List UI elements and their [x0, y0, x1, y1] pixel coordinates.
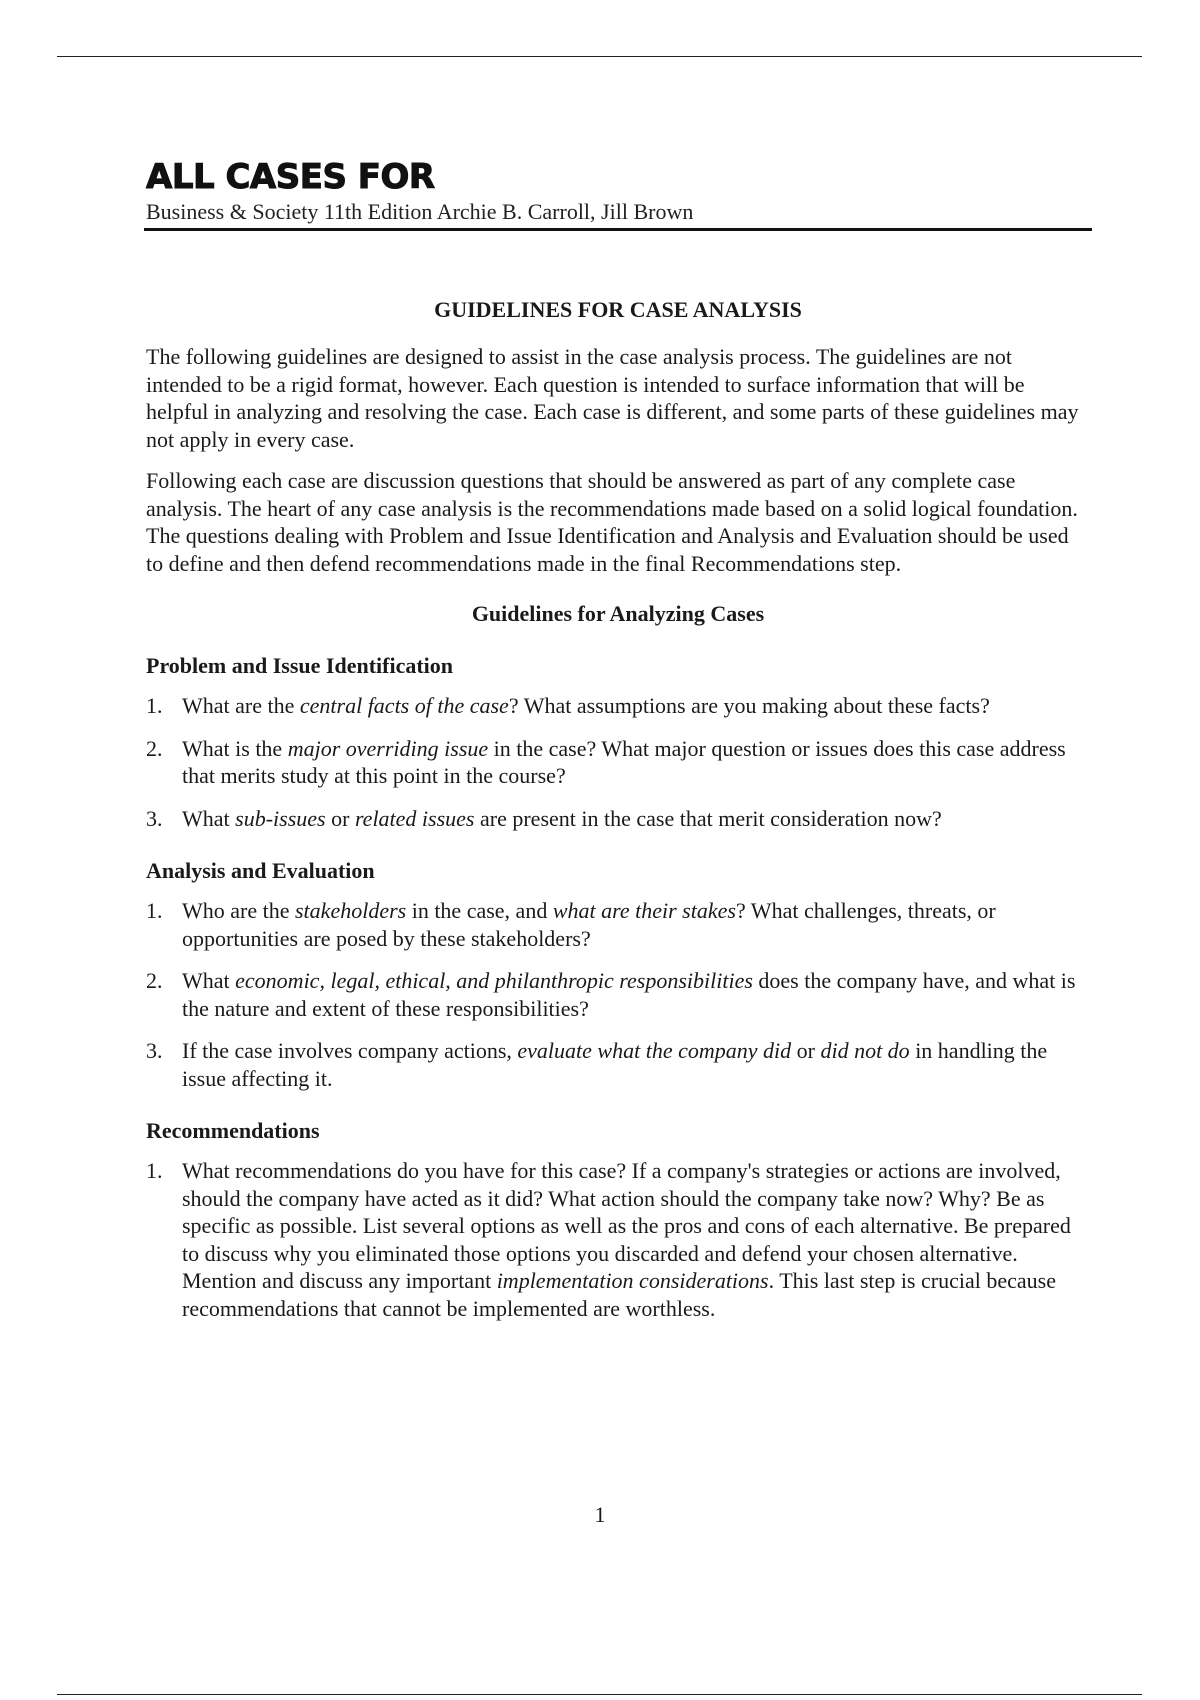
list-item: 3. If the case involves company actions, evaluate what the company did or did not do in handling the issue affecting it.	[146, 1038, 1048, 1091]
list-item: 2. What economic, legal, ethical, and philanthropic responsibilities does the company have, and what is the nature and extent of these responsibilities?	[146, 968, 1076, 1021]
list-number: 1.	[146, 1158, 163, 1184]
document-subtitle: Business & Society 11th Edition Archie B. Carroll, Jill Brown	[146, 199, 694, 224]
recommendations-question-list	[146, 1157, 1090, 1322]
document-page	[146, 150, 1090, 1322]
list-number: 1.	[146, 693, 163, 719]
page-number: 1	[594, 1502, 606, 1527]
list-item: 1. What recommendations do you have for this case? If a company's strategies or actions are involved, should the company have acted as it did? What action should the company take now? Why? Be as specific as possible. List several options as well as the pros and cons of each alternative. Be prepared to discuss why you eliminated those options you discarded and defend your chosen alternative. Mention and discuss any important implementation considerations. This last step is crucial because recommendations that cannot be implemented are worthless.	[146, 1158, 1071, 1321]
section-title: GUIDELINES FOR CASE ANALYSIS	[434, 297, 802, 323]
analysis-heading: Analysis and Evaluation	[146, 858, 375, 884]
subsection-title: Guidelines for Analyzing Cases	[471, 601, 765, 627]
list-item: 2. What is the major overriding issue in the case? What major question or issues does this case address that merits study at this point in the course?	[146, 735, 1066, 789]
problem-heading: Problem and Issue Identification	[146, 653, 454, 679]
intro-paragraph: The following guidelines are designed to assist in the case analysis process. The guidelines are not intended to be a rigid format, however. Each question is intended to surface information that will be helpful in analyzing and resolving the case. Each case is different, and some parts of these guidelines may not apply in every case.	[146, 344, 1079, 452]
list-number: 1.	[146, 898, 163, 924]
intro-paragraph: Following each case are discussion questions that should be answered as part of any complete case analysis. The heart of any case analysis is the recommendations made based on a solid logical foundation. The questions dealing with Problem and Issue Identification and Analysis and Evaluation should be used to define and then defend recommendations made in the final Recommendations step.	[146, 468, 1078, 576]
list-item: 3. What sub-issues or related issues are present in the case that merit consideration now?	[146, 805, 942, 831]
list-item: 1. Who are the stakeholders in the case, and what are their stakes? What challenges, threats, or opportunities are posed by these stakeholders?	[146, 898, 996, 951]
list-number: 2.	[146, 735, 163, 761]
list-number: 2.	[146, 968, 163, 994]
list-number: 3.	[146, 1038, 163, 1064]
problem-question-list	[146, 692, 1090, 832]
document-title: ALL CASES FOR	[146, 157, 435, 197]
recommendations-heading: Recommendations	[146, 1118, 320, 1144]
bottom-rule	[57, 1694, 1142, 1695]
list-item: 1. What are the central facts of the case? What assumptions are you making about these facts?	[146, 693, 990, 719]
top-rule	[57, 56, 1142, 57]
title-rule	[144, 228, 1092, 231]
list-number: 3.	[146, 805, 163, 831]
analysis-question-list	[146, 897, 1090, 1092]
